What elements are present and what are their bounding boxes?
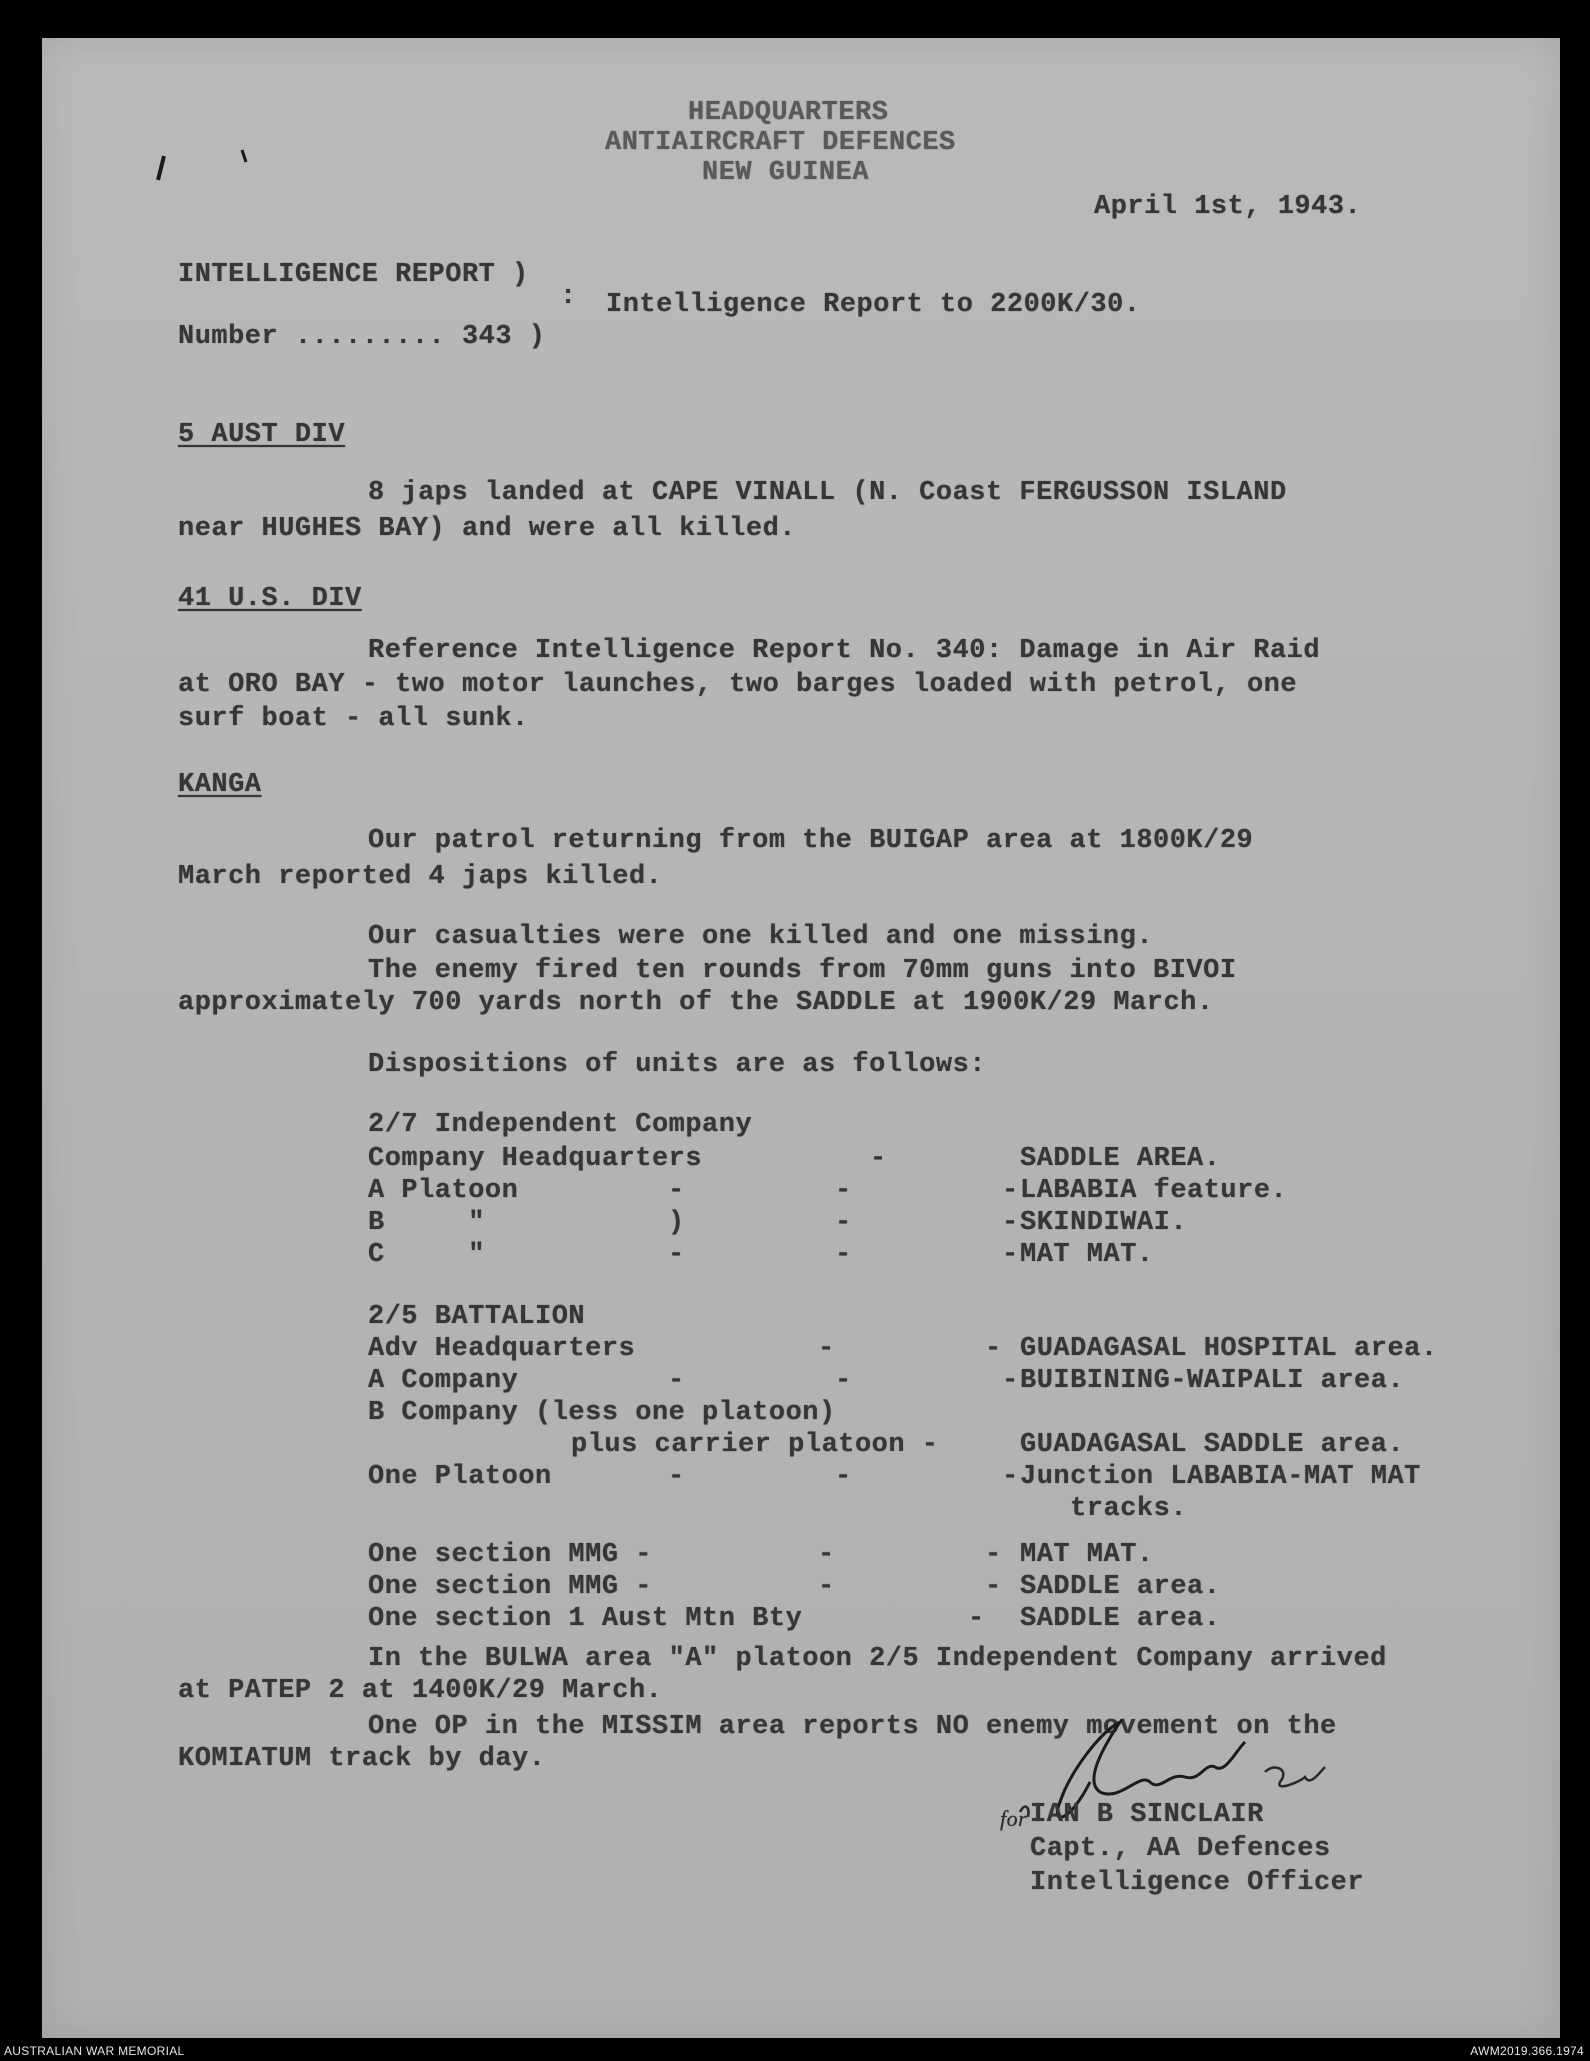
unit-name: B Company (less one platoon) (368, 1398, 836, 1428)
unit-name: One section MMG - (368, 1540, 652, 1570)
section-heading-aust-div: 5 AUST DIV (178, 420, 346, 450)
kanga-text: approximately 700 yards north of the SADDLE at 1900K/29 March. (178, 988, 1214, 1018)
unit-location: GUADAGASAL HOSPITAL area. (1020, 1334, 1438, 1364)
kanga-text: Dispositions of units are as follows: (368, 1050, 986, 1080)
report-colon: : (560, 282, 577, 312)
kanga-text: The enemy fired ten rounds from 70mm guns into BIVOI (368, 956, 1237, 986)
footer-accession-number: AWM2019.366.1974 (1470, 2044, 1584, 2058)
unit-name: A Company (368, 1366, 519, 1396)
document-date: April 1st, 1943. (1094, 192, 1362, 222)
unit-location: MAT MAT. (1020, 1540, 1154, 1570)
unit-location: BUIBINING-WAIPALI area. (1020, 1366, 1405, 1396)
closing-text: KOMIATUM track by day. (178, 1744, 546, 1774)
unit-name: plus carrier platoon - (404, 1430, 939, 1460)
unit-name: Company Headquarters (368, 1144, 703, 1174)
ink-mark (150, 148, 250, 198)
unit-dashes: - (870, 1144, 887, 1174)
unit-dashes: ) - - (668, 1208, 1019, 1238)
unit-dashes: - - (818, 1334, 1002, 1364)
us-div-text: at ORO BAY - two motor launches, two barges loaded with petrol, one (178, 670, 1298, 700)
report-title: Intelligence Report to 2200K/30. (606, 290, 1141, 320)
kanga-text: Our casualties were one killed and one missing. (368, 922, 1154, 952)
unit-location: SADDLE AREA. (1020, 1144, 1221, 1174)
unit-name: Adv Headquarters (368, 1334, 636, 1364)
unit-location: tracks. (1020, 1494, 1188, 1524)
closing-text: In the BULWA area "A" platoon 2/5 Independent Company arrived (368, 1644, 1387, 1674)
report-number: Number ......... 343 ) (178, 322, 546, 352)
unit-name: One Platoon (368, 1462, 552, 1492)
header-line-3: NEW GUINEA (702, 158, 870, 188)
unit-location: SKINDIWAI. (1020, 1208, 1188, 1238)
unit-location: GUADAGASAL SADDLE area. (1020, 1430, 1405, 1460)
signature-prefix: for (1000, 1806, 1028, 1831)
unit-dashes: - - - (668, 1462, 1019, 1492)
unit-dashes: - - (818, 1540, 1002, 1570)
unit-name: One section MMG - (368, 1572, 652, 1602)
signatory-role: Intelligence Officer (1030, 1868, 1365, 1898)
us-div-text: Reference Intelligence Report No. 340: Damage in Air Raid (368, 636, 1321, 666)
aust-div-text: 8 japs landed at CAPE VINALL (N. Coast FERGUSSON ISLAND (368, 478, 1287, 508)
kanga-text: March reported 4 japs killed. (178, 862, 663, 892)
unit-dashes: - - (818, 1572, 1002, 1602)
unit-dashes: - - - (668, 1176, 1019, 1206)
unit-dashes: - - - (668, 1240, 1019, 1270)
report-label: INTELLIGENCE REPORT ) (178, 260, 529, 290)
unit-name: One section 1 Aust Mtn Bty (368, 1604, 803, 1634)
unit-location: SADDLE area. (1020, 1604, 1221, 1634)
signatory-name: IAN B SINCLAIR (1030, 1800, 1264, 1830)
unit-name: A Platoon (368, 1176, 519, 1206)
section-heading-kanga: KANGA (178, 770, 262, 800)
aust-div-text: near HUGHES BAY) and were all killed. (178, 514, 796, 544)
unit-location: MAT MAT. (1020, 1240, 1154, 1270)
unit-group-title: 2/7 Independent Company (368, 1110, 753, 1140)
unit-dashes: - - - (668, 1366, 1019, 1396)
unit-location: SADDLE area. (1020, 1572, 1221, 1602)
footer-institution: AUSTRALIAN WAR MEMORIAL (4, 2044, 185, 2058)
unit-name: B " (368, 1208, 485, 1238)
header-line-1: HEADQUARTERS (688, 98, 889, 128)
signatory-rank: Capt., AA Defences (1030, 1834, 1331, 1864)
unit-location: LABABIA feature. (1020, 1176, 1288, 1206)
unit-location: Junction LABABIA-MAT MAT (1020, 1462, 1421, 1492)
section-heading-us-div: 41 U.S. DIV (178, 584, 362, 614)
unit-dashes: - (968, 1604, 985, 1634)
closing-text: One OP in the MISSIM area reports NO enemy movement on the (368, 1712, 1337, 1742)
unit-group-title: 2/5 BATTALION (368, 1302, 586, 1332)
closing-text: at PATEP 2 at 1400K/29 March. (178, 1676, 663, 1706)
unit-name: C " (368, 1240, 485, 1270)
header-line-2: ANTIAIRCRAFT DEFENCES (605, 128, 956, 158)
kanga-text: Our patrol returning from the BUIGAP area at 1800K/29 (368, 826, 1254, 856)
us-div-text: surf boat - all sunk. (178, 704, 529, 734)
